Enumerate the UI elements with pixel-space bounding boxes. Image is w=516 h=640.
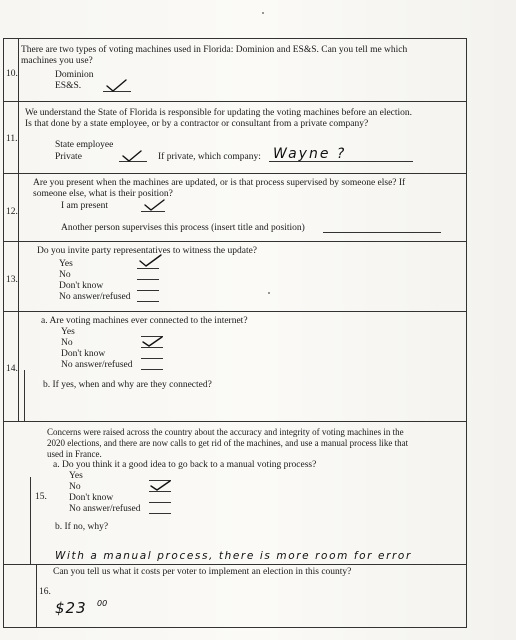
answer-blank[interactable]: [137, 301, 159, 302]
handwritten-answer: With a manual process, there is more room for error: [55, 550, 412, 562]
answer-blank[interactable]: [141, 369, 163, 370]
checkmark-icon: [107, 80, 127, 92]
option-state-employee: State employee: [55, 140, 114, 150]
checkmark-icon: [143, 337, 163, 347]
question-text: Do you invite party representatives to witness the update?: [37, 246, 258, 256]
question-15-row: [3, 421, 467, 564]
question-number: 12.: [6, 207, 18, 217]
option-private: Private: [55, 152, 82, 162]
scan-speck: [262, 12, 264, 14]
option-another-person: Another person supervises this process (insert title and position): [61, 223, 305, 233]
question-text: We understand the State of Florida is responsible for updating the voting machines before an election.: [25, 108, 413, 118]
question-number: 15.: [35, 492, 47, 502]
position-blank[interactable]: [323, 232, 441, 233]
question-text: b. If yes, when and why are they connected?: [43, 380, 212, 390]
answer-blank[interactable]: [141, 211, 165, 212]
question-10-row: [3, 38, 467, 101]
question-number: 16.: [39, 587, 51, 597]
question-text: Concerns were raised across the country about the accuracy and integrity of voting machines in the: [47, 427, 404, 437]
question-text: Can you tell us what it costs per voter to implement an election in this county?: [53, 567, 352, 577]
answer-blank[interactable]: [149, 502, 171, 503]
company-answer: Wayne ?: [273, 146, 347, 162]
question-text: someone else, what is their position?: [33, 189, 173, 199]
option-dont-know: Don't know: [61, 349, 106, 359]
question-number: 13.: [6, 275, 18, 285]
option-i-am-present: I am present: [61, 201, 108, 211]
question-number: 14.: [6, 364, 18, 374]
answer-blank[interactable]: [137, 279, 159, 280]
answer-blank[interactable]: [137, 268, 159, 269]
answer-blank[interactable]: [141, 358, 163, 359]
question-text: a. Are voting machines ever connected to the internet?: [41, 316, 248, 326]
answer-blank[interactable]: [149, 491, 171, 492]
question-number: 10.: [6, 69, 18, 79]
option-no: No: [69, 482, 81, 492]
option-dominion: Dominion: [55, 70, 94, 80]
question-text: used in France.: [47, 449, 102, 459]
question-text: b. If no, why?: [55, 522, 109, 532]
question-text: There are two types of voting machines used in Florida: Dominion and ES&S. Can you tell me which: [21, 45, 408, 55]
option-dont-know: Don't know: [69, 493, 114, 503]
question-11-row: [3, 101, 467, 173]
option-no: No: [59, 270, 71, 280]
handwritten-answer-cents: 00: [97, 599, 108, 608]
option-yes: Yes: [61, 327, 75, 337]
checkmark-icon: [140, 255, 162, 267]
question-14-row: [3, 311, 467, 421]
question-text: a. Do you think it a good idea to go back to a manual voting process?: [53, 460, 317, 470]
question-number: 11.: [6, 134, 18, 144]
question-16-row: [3, 564, 467, 628]
question-text: Is that done by a state employee, or by a contractor or consultant from a private company?: [25, 119, 369, 129]
answer-blank[interactable]: [141, 347, 163, 348]
question-12-row: [3, 173, 467, 241]
option-yes: Yes: [69, 471, 83, 481]
option-no-answer: No answer/refused: [69, 504, 141, 514]
question-text: 2020 elections, and there are now calls to get rid of the machines, and use a manual process like that: [47, 438, 409, 448]
checkmark-icon: [145, 199, 165, 211]
option-ess: ES&S.: [55, 81, 82, 91]
question-text: Are you present when the machines are updated, or is that process supervised by someone else? If: [33, 178, 406, 188]
checkmark-icon: [123, 150, 143, 162]
option-no-answer: No answer/refused: [59, 292, 131, 302]
handwritten-answer: $23: [55, 599, 87, 617]
checkmark-icon: [151, 481, 171, 491]
option-no: No: [61, 338, 73, 348]
option-yes: Yes: [59, 259, 73, 269]
company-label: If private, which company:: [158, 152, 261, 162]
question-text: machines you use?: [21, 56, 93, 66]
option-no-answer: No answer/refused: [61, 360, 133, 370]
option-dont-know: Don't know: [59, 281, 104, 291]
answer-blank[interactable]: [137, 290, 159, 291]
question-13-row: [3, 241, 467, 311]
answer-blank[interactable]: [149, 513, 171, 514]
